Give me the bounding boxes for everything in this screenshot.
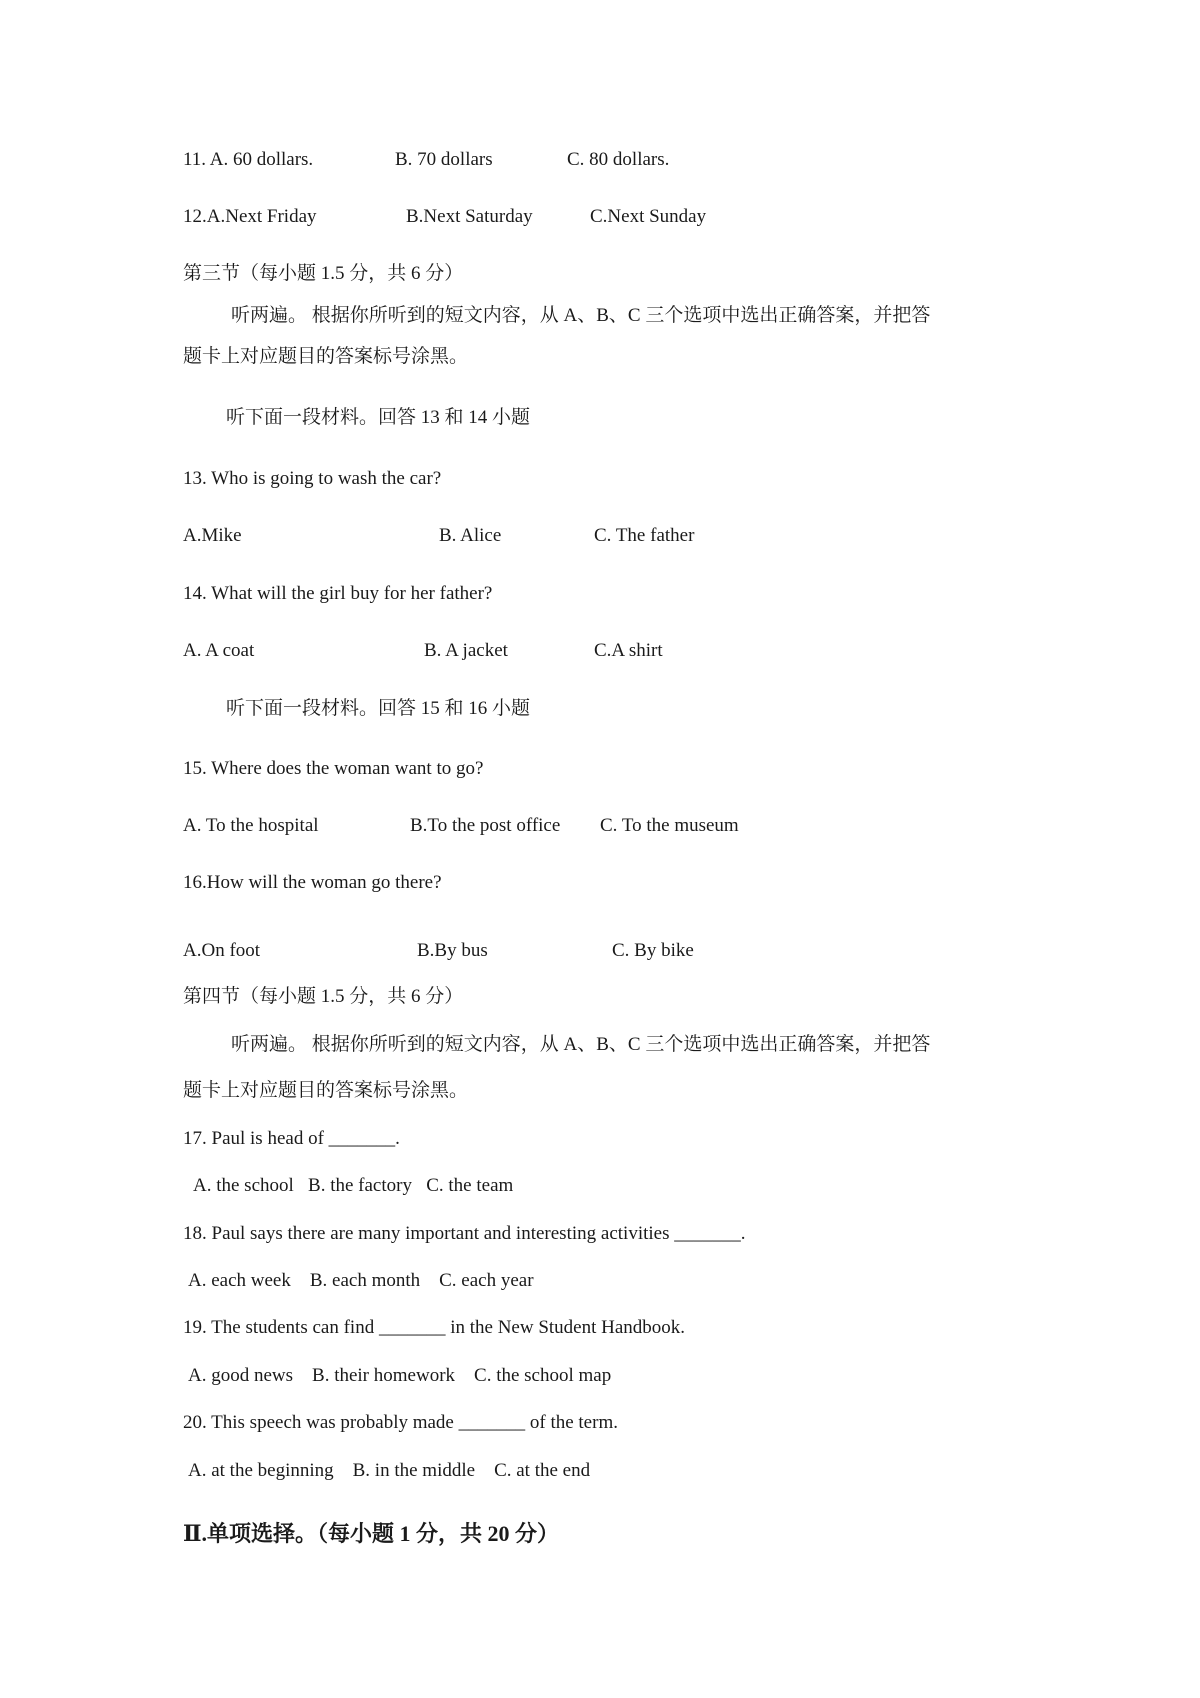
- q16-option-c: C. By bike: [612, 940, 694, 961]
- q14-option-c: C.A shirt: [594, 640, 663, 661]
- q16-option-a: A.On foot: [183, 940, 261, 961]
- q19-options: A. good news B. their homework C. the school map: [188, 1365, 612, 1386]
- section3-instruction-line2: 题卡上对应题目的答案标号涂黑。: [183, 346, 469, 367]
- section4-title: 第四节（每小题 1.5 分，共 6 分）: [183, 986, 464, 1007]
- q11-option-b: B. 70 dollars: [395, 149, 493, 170]
- q13-option-b: B. Alice: [439, 525, 502, 546]
- q20-options: A. at the beginning B. in the middle C. at the end: [188, 1460, 591, 1481]
- q18-stem: 18. Paul says there are many important and interesting activities _______.: [183, 1223, 746, 1244]
- q15-stem: 15. Where does the woman want to go?: [183, 758, 484, 779]
- q12-option-b: B.Next Saturday: [406, 206, 533, 227]
- section4-instruction-line1: 听两遍。 根据你所听到的短文内容，从 A、B、C 三个选项中选出正确答案，并把答: [231, 1034, 931, 1055]
- q15-option-a: A. To the hospital: [183, 815, 319, 836]
- q13-option-a: A.Mike: [183, 525, 242, 546]
- section3-title: 第三节（每小题 1.5 分，共 6 分）: [183, 263, 464, 284]
- q11-option-a: 11. A. 60 dollars.: [183, 149, 314, 170]
- q17-options: A. the school B. the factory C. the team: [193, 1175, 514, 1196]
- q16-option-b: B.By bus: [417, 940, 488, 961]
- q20-stem: 20. This speech was probably made _______ of the term.: [183, 1412, 618, 1433]
- q12-option-c: C.Next Sunday: [590, 206, 707, 227]
- q19-stem: 19. The students can find _______ in the New Student Handbook.: [183, 1317, 686, 1338]
- q12-option-a: 12.A.Next Friday: [183, 206, 317, 227]
- q13-option-c: C. The father: [594, 525, 695, 546]
- section3-instruction-line1: 听两遍。 根据你所听到的短文内容，从 A、B、C 三个选项中选出正确答案，并把答: [231, 305, 931, 326]
- material-15-16: 听下面一段材料。回答 15 和 16 小题: [226, 698, 531, 719]
- part2-heading: Ⅱ.单项选择。（每小题 1 分，共 20 分）: [183, 1521, 560, 1546]
- q18-options: A. each week B. each month C. each year: [188, 1270, 534, 1291]
- q11-option-c: C. 80 dollars.: [567, 149, 670, 170]
- q16-stem: 16.How will the woman go there?: [183, 872, 442, 893]
- q15-option-c: C. To the museum: [600, 815, 739, 836]
- q13-stem: 13. Who is going to wash the car?: [183, 468, 442, 489]
- material-13-14: 听下面一段材料。回答 13 和 14 小题: [226, 407, 531, 428]
- q14-option-a: A. A coat: [183, 640, 255, 661]
- section4-instruction-line2: 题卡上对应题目的答案标号涂黑。: [183, 1080, 469, 1101]
- q15-option-b: B.To the post office: [410, 815, 561, 836]
- q14-stem: 14. What will the girl buy for her father?: [183, 583, 493, 604]
- q14-option-b: B. A jacket: [424, 640, 508, 661]
- q17-stem: 17. Paul is head of _______.: [183, 1128, 400, 1149]
